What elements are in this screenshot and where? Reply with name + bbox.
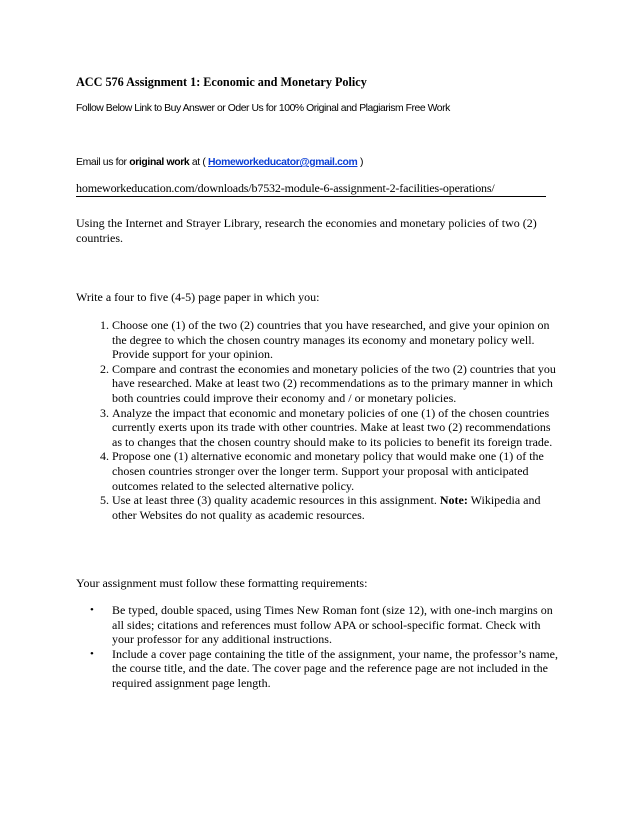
formatting-requirements-list — [76, 603, 563, 691]
intro-paragraph: Using the Internet and Strayer Library, research the economies and monetary policies of two (2) countries. — [76, 216, 537, 245]
bullet-icon: • — [90, 647, 94, 660]
list-item: 2. Compare and contrast the economies and monetary policies of the two (2) countries that you have researched. Make at least two (2) recommendations as to the primary manner in which both countries could improve their economy and / or monetary policies. — [112, 362, 563, 406]
list-item: • Include a cover page containing the title of the assignment, your name, the professor’s name, the course title, and the date. The cover page and the reference page are not included in the required assignment page length. — [90, 646, 558, 690]
format-prompt: Your assignment must follow these formatting requirements: — [76, 576, 368, 590]
list-item: 5. Use at least three (3) quality academic resources in this assignment. Note: Wikipedia and other Websites do not quality as academic resources. — [112, 493, 563, 522]
email-bold-text: original work — [129, 157, 190, 168]
list-item: 3. Analyze the impact that economic and monetary policies of one (1) of the chosen countries currently exerts upon its trade with other countries. Make at least two (2) recommendations as to changes that the chosen country should make to its policies to benefit its foreign trade. — [112, 406, 563, 450]
email-notice — [76, 156, 566, 170]
email-middle: at ( — [189, 157, 209, 168]
email-address-link[interactable]: Homeworkeducator@gmail.com — [208, 157, 358, 168]
write-prompt: Write a four to five (4-5) page paper in which you: — [76, 290, 320, 304]
download-url[interactable]: homeworkeducation.com/downloads/b7532-module-6-assignment-2-facilities-operations/ — [76, 181, 546, 197]
note-label: Note: — [439, 493, 468, 508]
list-item: • Be typed, double spaced, using Times New Roman font (size 12), with one-inch margins on all sides; citations and references must follow APA or school-specific format. Check with your professor for any additional instructions. — [90, 603, 553, 647]
list-item: 1. Choose one (1) of the two (2) countries that you have researched, and give your opinion on the degree to which the chosen country manages its economy and monetary policy well. Provide support for your opinion. — [112, 318, 563, 362]
assignment-steps-list — [76, 318, 563, 522]
email-suffix: ) — [357, 157, 364, 168]
note-text: Wikipedia and other Websites do not quality as academic resources. — [112, 493, 541, 522]
follow-link-notice: Follow Below Link to Buy Answer or Oder Us for 100% Original and Plagiarism Free Work — [76, 103, 450, 114]
list-item: 4. Propose one (1) alternative economic and monetary policy that would make one (1) of the chosen countries stronger over the longer term. Support your proposal with anticipated outcomes related to the selected alternative policy. — [112, 449, 563, 493]
document-title: ACC 576 Assignment 1: Economic and Monetary Policy — [76, 75, 367, 89]
bullet-icon: • — [90, 604, 94, 616]
email-prefix: Email us for — [76, 157, 130, 168]
